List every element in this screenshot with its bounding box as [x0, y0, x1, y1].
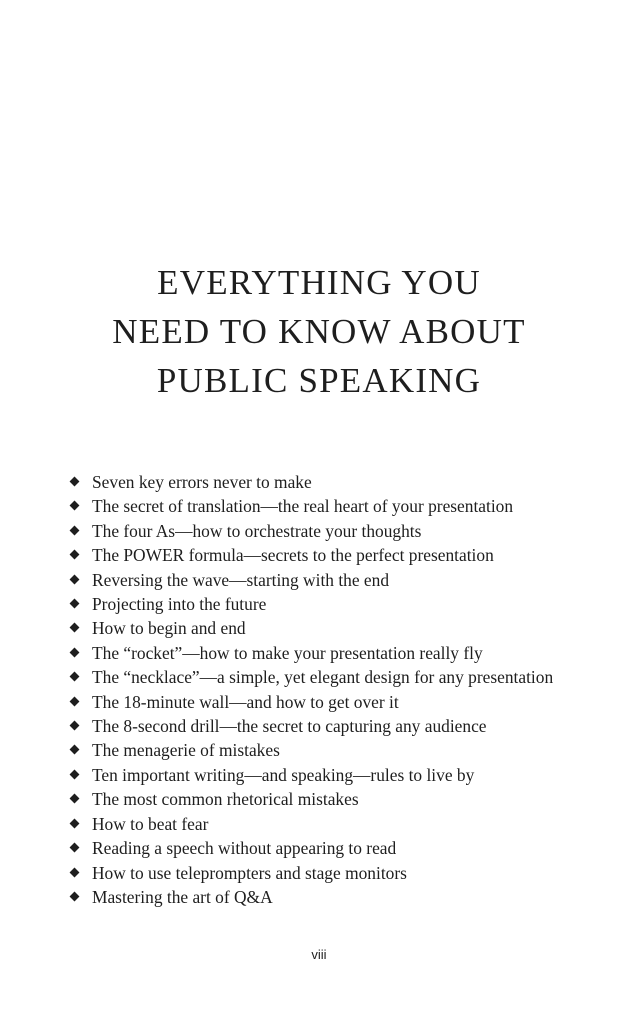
list-item-text: The “rocket”—how to make your presentation really fly — [92, 642, 483, 663]
list-item — [70, 470, 570, 494]
diamond-bullet-icon — [70, 794, 80, 804]
list-item — [70, 616, 570, 640]
list-item-text: Mastering the art of Q&A — [92, 886, 273, 907]
title-line-1: EVERYTHING YOU — [157, 263, 481, 302]
page-number: viii — [311, 947, 327, 962]
list-item — [70, 543, 570, 567]
list-item-text: The most common rhetorical mistakes — [92, 789, 359, 810]
list-item — [70, 714, 570, 738]
list-item — [70, 568, 570, 592]
list-item — [70, 836, 570, 860]
diamond-bullet-icon — [70, 574, 80, 584]
diamond-bullet-icon — [70, 745, 80, 755]
page-title — [0, 258, 638, 405]
diamond-bullet-icon — [70, 696, 80, 706]
list-item — [70, 519, 570, 543]
list-item — [70, 738, 570, 762]
list-item — [70, 494, 570, 518]
diamond-bullet-icon — [70, 843, 80, 853]
list-item-text: Reading a speech without appearing to read — [92, 838, 397, 859]
list-item-text: The POWER formula—secrets to the perfect presentation — [92, 545, 494, 566]
list-item-text: Ten important writing—and speaking—rules to live by — [92, 764, 475, 785]
diamond-bullet-icon — [70, 501, 80, 511]
list-item-text: The secret of translation—the real heart of your presentation — [92, 496, 514, 517]
list-item-text: The menagerie of mistakes — [92, 740, 280, 761]
list-item — [70, 665, 570, 689]
diamond-bullet-icon — [70, 769, 80, 779]
list-item — [70, 690, 570, 714]
list-item-text: The 18-minute wall—and how to get over it — [92, 691, 399, 712]
diamond-bullet-icon — [70, 525, 80, 535]
list-item-text: How to begin and end — [92, 618, 246, 639]
diamond-bullet-icon — [70, 672, 80, 682]
list-item-text: The four As—how to orchestrate your thoughts — [92, 520, 422, 541]
list-item — [70, 763, 570, 787]
list-item-text: Reversing the wave—starting with the end — [92, 569, 390, 590]
diamond-bullet-icon — [70, 818, 80, 828]
diamond-bullet-icon — [70, 867, 80, 877]
list-item — [70, 787, 570, 811]
diamond-bullet-icon — [70, 623, 80, 633]
list-item-text: Seven key errors never to make — [92, 472, 312, 492]
diamond-bullet-icon — [70, 599, 80, 609]
diamond-bullet-icon — [70, 550, 80, 560]
list-item — [70, 641, 570, 665]
list-item-text: Projecting into the future — [92, 594, 267, 615]
diamond-bullet-icon — [70, 647, 80, 657]
title-line-3: PUBLIC SPEAKING — [156, 361, 482, 400]
list-item-text: The “necklace”—a simple, yet elegant design for any presentation — [92, 667, 554, 688]
diamond-bullet-icon — [70, 721, 80, 731]
list-item-text: The 8-second drill—the secret to capturing any audience — [92, 716, 487, 737]
topic-list — [70, 470, 570, 909]
list-item — [70, 812, 570, 836]
diamond-bullet-icon — [70, 477, 80, 487]
list-item — [70, 885, 570, 909]
list-item-text: How to use teleprompters and stage monitors — [92, 862, 407, 883]
list-item — [70, 592, 570, 616]
title-line-2: NEED TO KNOW ABOUT — [112, 312, 526, 351]
diamond-bullet-icon — [70, 891, 80, 901]
list-item-text: How to beat fear — [92, 813, 209, 834]
list-item — [70, 861, 570, 885]
